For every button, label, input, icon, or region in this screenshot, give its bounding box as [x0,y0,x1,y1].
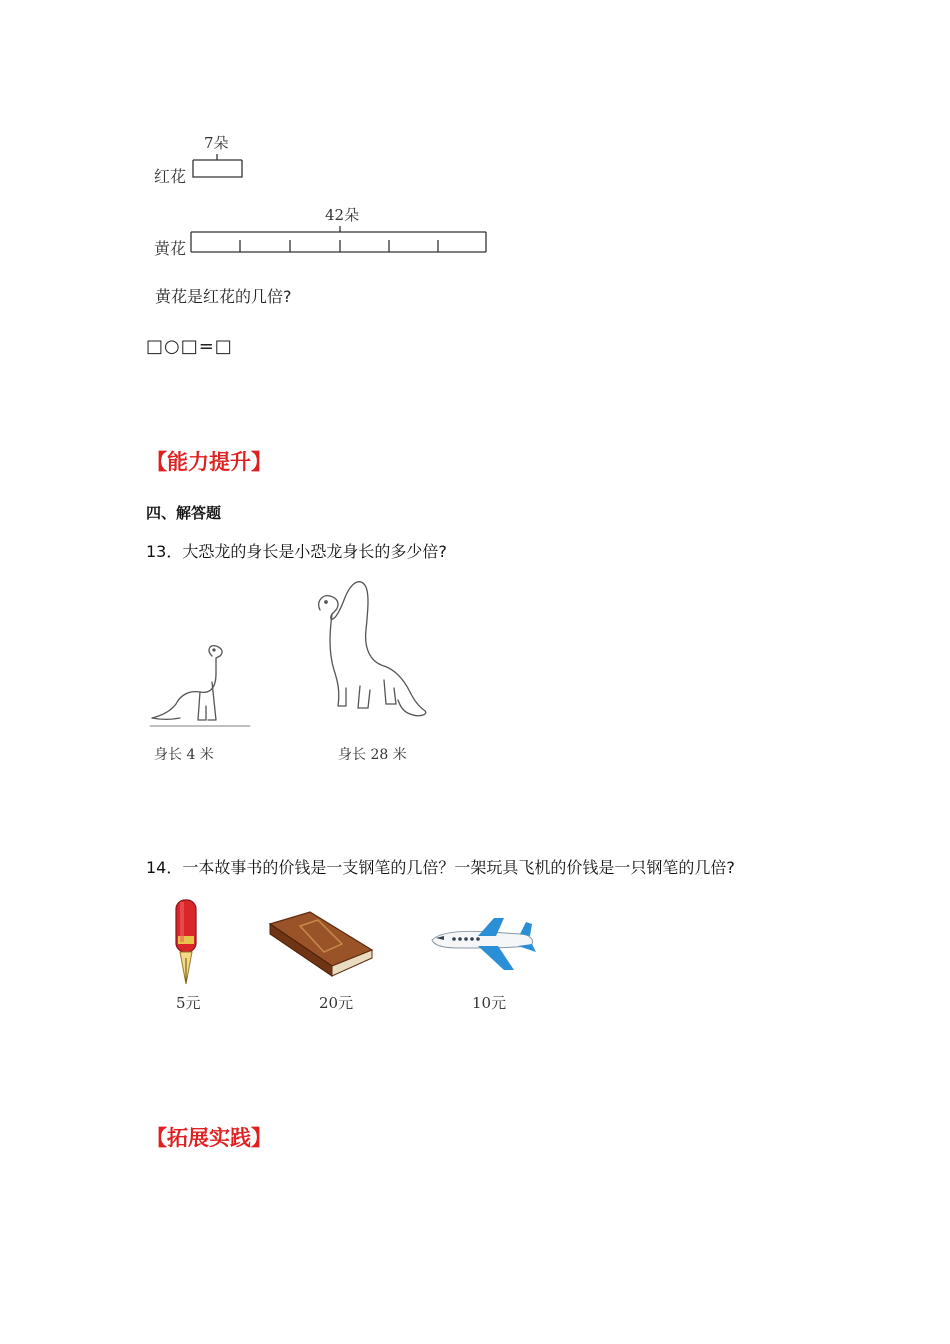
dinosaur-images [140,570,440,730]
red-count-label: 7朵 [204,134,229,152]
pen-icon [176,900,196,984]
problem-13-text: 13．大恐龙的身长是小恐龙身长的多少倍? [146,542,447,561]
yellow-ticks [240,240,438,252]
problem-14-text: 14．一本故事书的价钱是一支钢笔的几倍？一架玩具飞机的价钱是一只钢笔的几倍? [146,858,735,877]
small-dinosaur-icon [150,646,250,726]
big-dinosaur-icon [319,582,426,716]
book-icon [270,912,372,976]
price-item-images [160,892,560,992]
yellow-count-label: 42朵 [325,206,360,224]
section-ability: 【能力提升】 [146,450,272,474]
red-flower-label: 红花 [154,167,187,186]
plane-price: 10元 [472,994,507,1012]
book-price: 20元 [319,994,354,1012]
plane-icon [432,918,536,970]
yellow-brace-ends [191,232,486,252]
big-dinosaur-caption: 身长 28 米 [338,747,407,763]
part4-heading: 四、解答题 [146,504,222,522]
red-bar [193,160,242,177]
pen-price: 5元 [176,994,201,1012]
yellow-flower-label: 黄花 [154,239,187,258]
section-extension: 【拓展实践】 [146,1126,272,1150]
segment-lines [0,0,950,270]
answer-formula: □○□=□ [146,336,233,357]
diagram-question: 黄花是红花的几倍? [155,287,292,306]
small-dinosaur-caption: 身长 4 米 [154,747,214,763]
